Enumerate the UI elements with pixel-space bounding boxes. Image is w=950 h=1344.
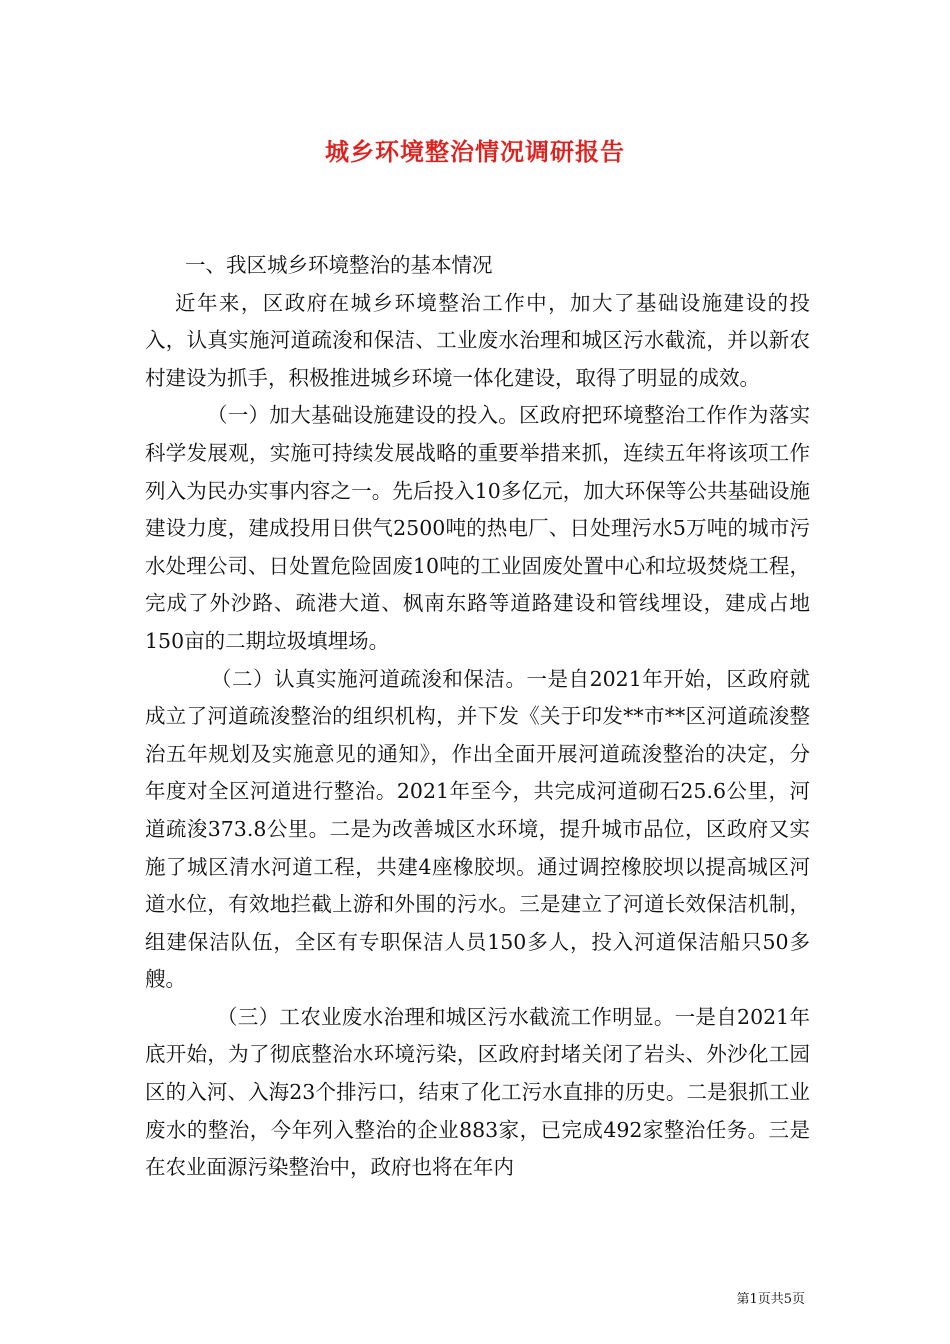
paragraph-infrastructure: （一）加大基础设施建设的投入。区政府把环境整治工作作为落实科学发展观，实施可持续发展战略的重要举措来抓，连续五年将该项工作列入为民办实事内容之一。先后投入10多亿元，加大环保等公共基础设施建设力度，建成投用日供气2500吨的热电厂、日处理污水5万吨的城市污水处理公司、日处置危险固废10吨的工业固废处置中心和垃圾焚烧工程，完成了外沙路、疏港大道、枫南东路等道路建设和管线埋设，建成占地150亩的二期垃圾填埋场。 xyxy=(145,403,810,653)
paragraph-river-dredging: （二）认真实施河道疏浚和保洁。一是自2021年开始，区政府就成立了河道疏浚整治的组织机构，并下发《关于印发**市**区河道疏浚整治五年规划及实施意见的通知》，作出全面开展河道疏浚整治的决定，分年度对全区河道进行整治。2021年至今，共完成河道砌石25.6公里，河道疏浚373.8公里。二是为改善城区水环境，提升城市品位，区政府又实施了城区清水河道工程，共建4座橡胶坝。通过调控橡胶坝以提高城区河道水位，有效地拦截上游和外围的污水。三是建立了河道长效保洁机制，组建保洁队伍，全区有专职保洁人员150多人，投入河道保洁船只50多艘。 xyxy=(145,666,810,992)
page-number: 第1页共5页 xyxy=(736,1292,805,1307)
paragraph-intro: 近年来，区政府在城乡环境整治工作中，加大了基础设施建设的投入，认真实施河道疏浚和保洁、工业废水治理和城区污水截流，并以新农村建设为抓手，积极推进城乡环境一体化建设，取得了明显的成效。 xyxy=(145,290,810,390)
section-heading: 一、我区城乡环境整治的基本情况 xyxy=(185,253,493,277)
document-body xyxy=(145,247,810,1187)
document-title: 城乡环境整治情况调研报告 xyxy=(325,137,625,166)
paragraph-wastewater: （三）工农业废水治理和城区污水截流工作明显。一是自2021年底开始，为了彻底整治水环境污染，区政府封堵关闭了岩头、外沙化工园区的入河、入海23个排污口，结束了化工污水直排的历史。二是狠抓工业废水的整治，今年列入整治的企业883家，已完成492家整治任务。三是在农业面源污染整治中，政府也将在年内 xyxy=(145,1004,810,1180)
